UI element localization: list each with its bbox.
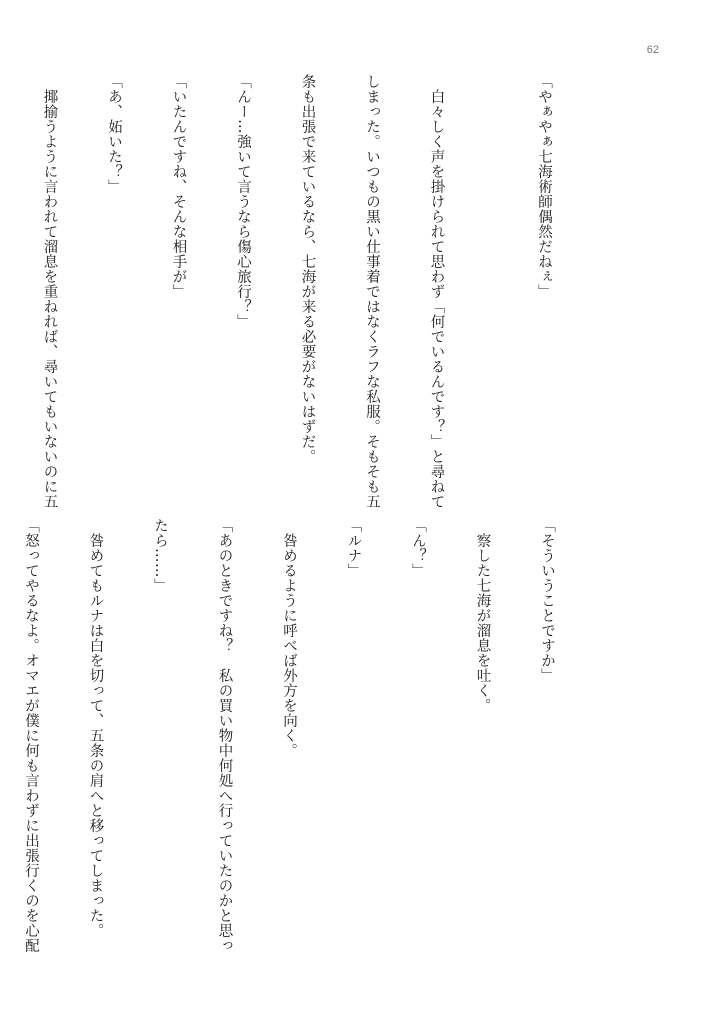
text-line: 揶揄うように言われて溜息を重ねれば、尋いてもいないのに五 (41, 74, 58, 509)
text-line: たら……」 (152, 518, 168, 593)
text-line: 「やぁやぁ七海術師偶然だねぇ」 (536, 74, 552, 299)
text-line: 「ルナ」 (345, 518, 362, 578)
text-line: 「あ、妬いた？」 (106, 74, 122, 194)
text-line: 「いたんですね、そんな相手が」 (170, 74, 187, 299)
text-line: 「んー…強いて言うなら傷心旅行？」 (235, 74, 251, 329)
text-line: 「怒ってやるなよ。オマエが僕に何も言わずに出張行くのを心配 (23, 518, 39, 953)
text-line: 咎めてもルナは白を切って、五条の肩へと移ってしまった。 (87, 518, 104, 938)
text-line: 咎めるように呼べば外方を向く。 (281, 518, 297, 758)
text-line: 条も出張で来ているなら、七海が来る必要がないはずだ。 (299, 74, 316, 464)
text-line: しまった。いつもの黒い仕事着ではなくラフな私服。そもそも五 (364, 74, 380, 509)
text-line: 察した七海が溜息を吐く。 (474, 518, 491, 713)
bottom-text-block (23, 518, 600, 953)
text-line: 「ん？」 (410, 518, 426, 578)
text-line: 白々しく声を掛けられて思わず「何でいるんです？」と尋ねて (428, 74, 445, 509)
top-text-block (41, 74, 597, 509)
page-number: 62 (646, 44, 659, 56)
text-line: 「あのときですね？ 私の買い物中何処へ行っていたのかと思っ (216, 518, 233, 953)
text-line: 「そういうことですか」 (539, 518, 555, 683)
